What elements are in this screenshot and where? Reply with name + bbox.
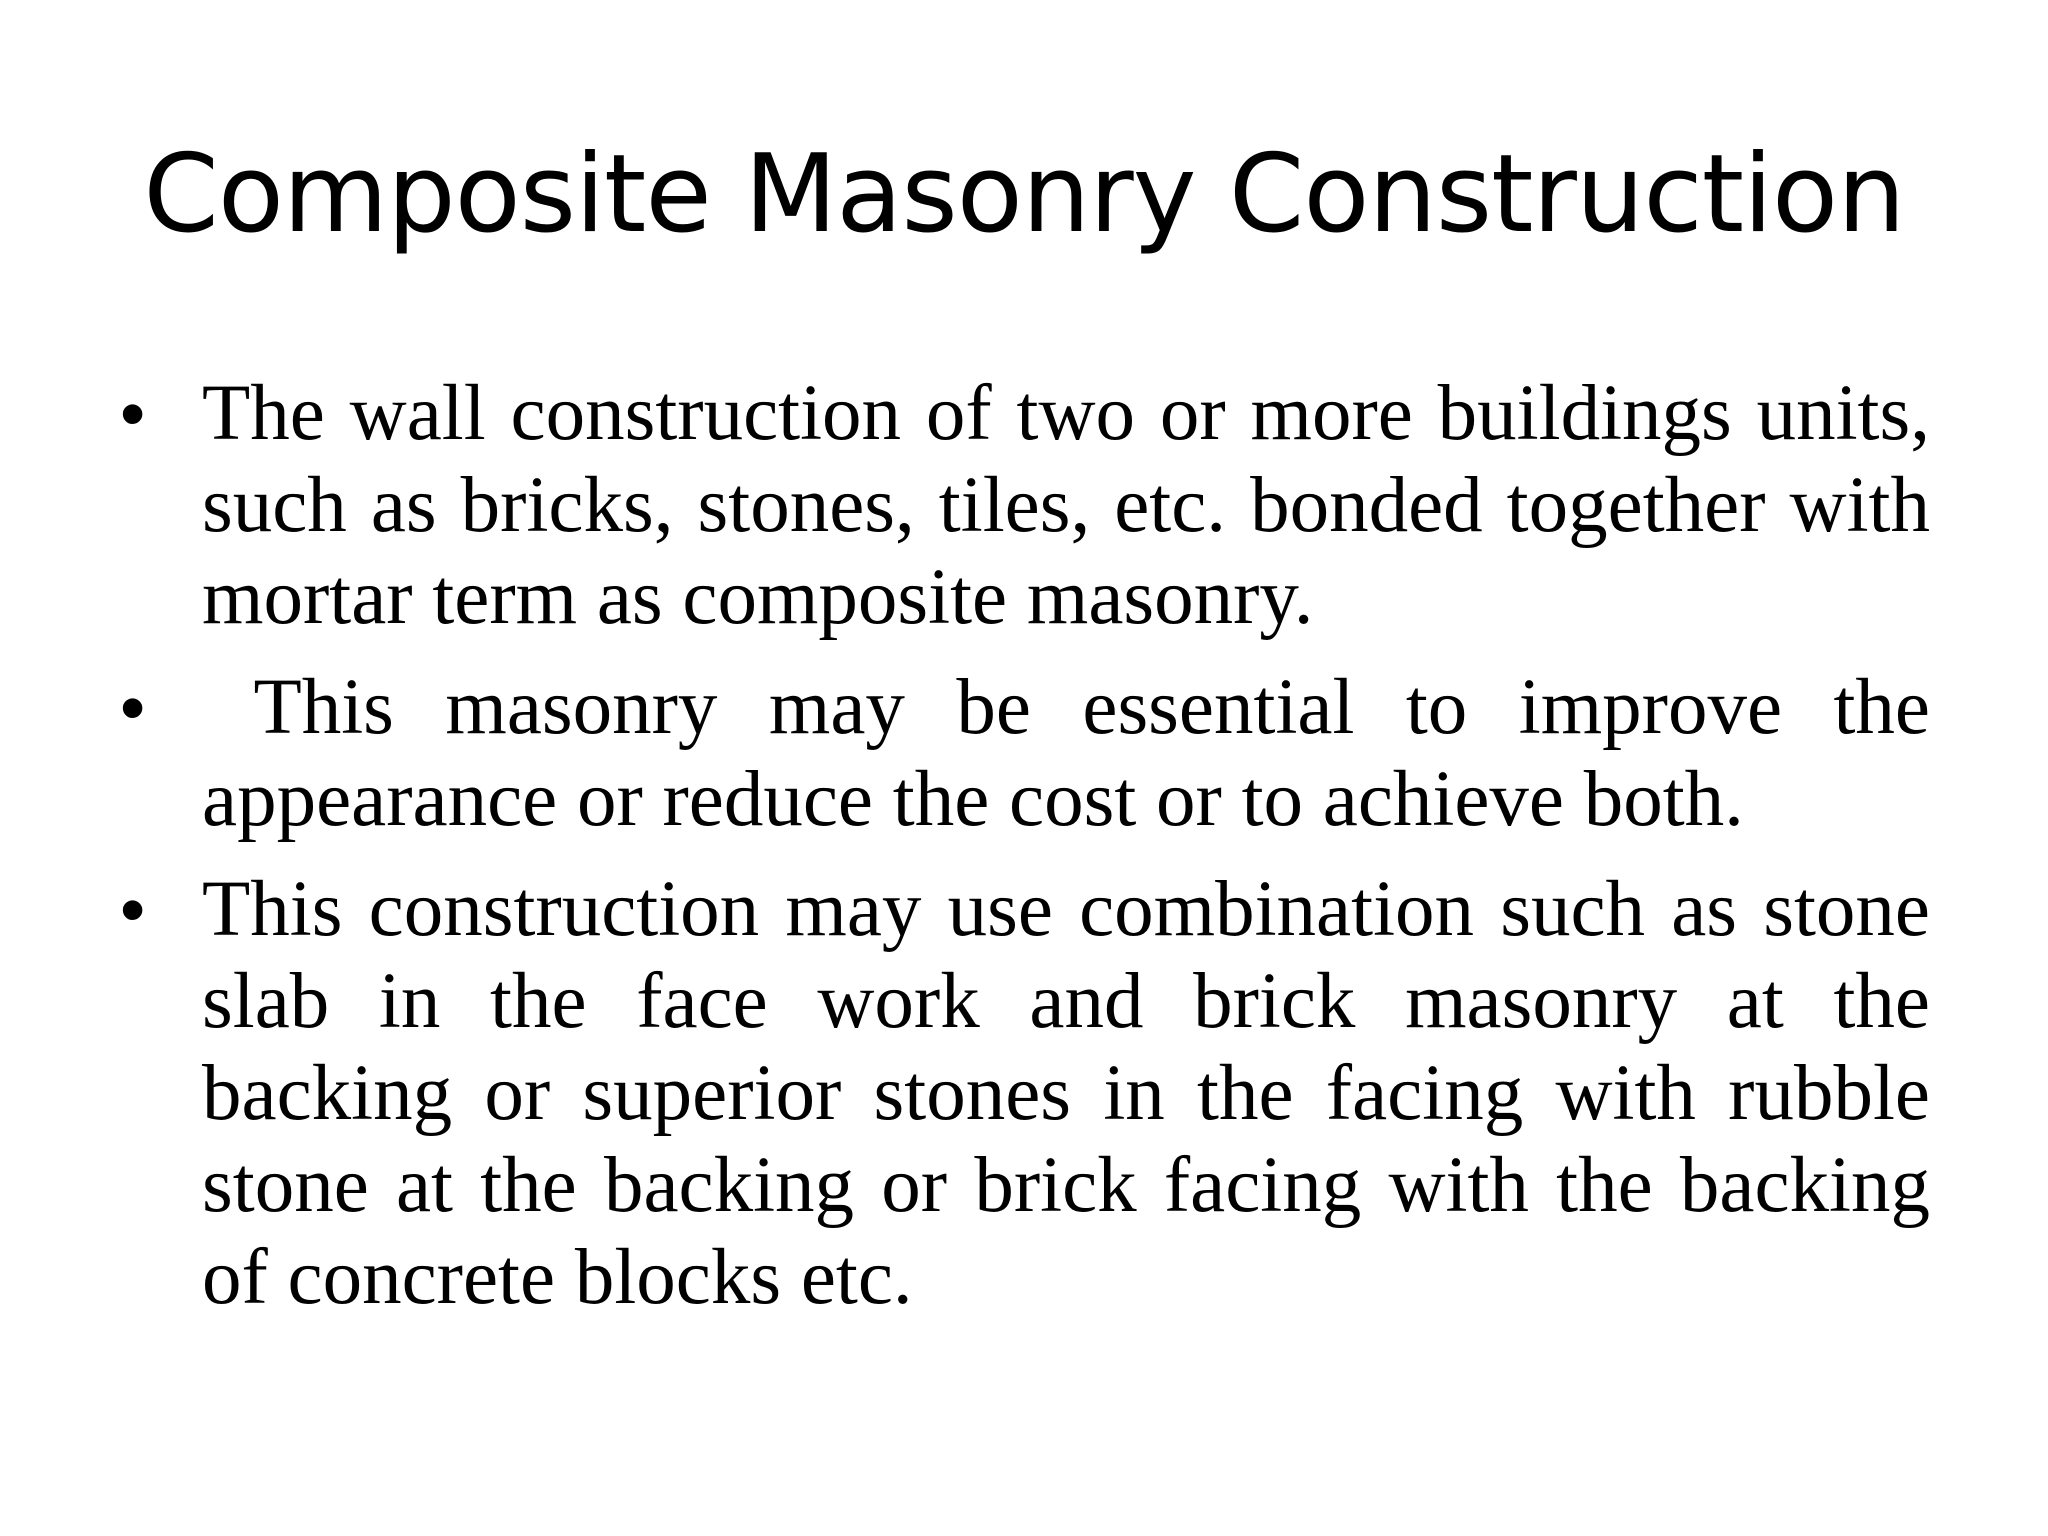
slide-title: Composite Masonry Construction [143, 132, 1905, 257]
bullet-dot-icon: • [120, 668, 146, 748]
bullet-list [120, 368, 1950, 1342]
bullet-dot-icon: • [120, 870, 146, 950]
bullet-dot-icon: • [120, 374, 146, 454]
bullet-text: This masonry may be essential to improve the appearance or reduce the cost or to achieve both. [202, 664, 1950, 843]
bullet-item [120, 662, 1950, 846]
bullet-text: This construction may use combination such as stone slab in the face work and brick masonry at the backing or superior stones in the facing with rubble stone at the backing or brick facing with the backing of concrete blocks etc. [202, 866, 1930, 1321]
bullet-text: The wall construction of two or more buildings units, such as bricks, stones, tiles, etc. bonded together with mortar term as composite masonry. [202, 370, 1930, 641]
bullet-item [120, 864, 1930, 1324]
bullet-item [120, 368, 1930, 644]
